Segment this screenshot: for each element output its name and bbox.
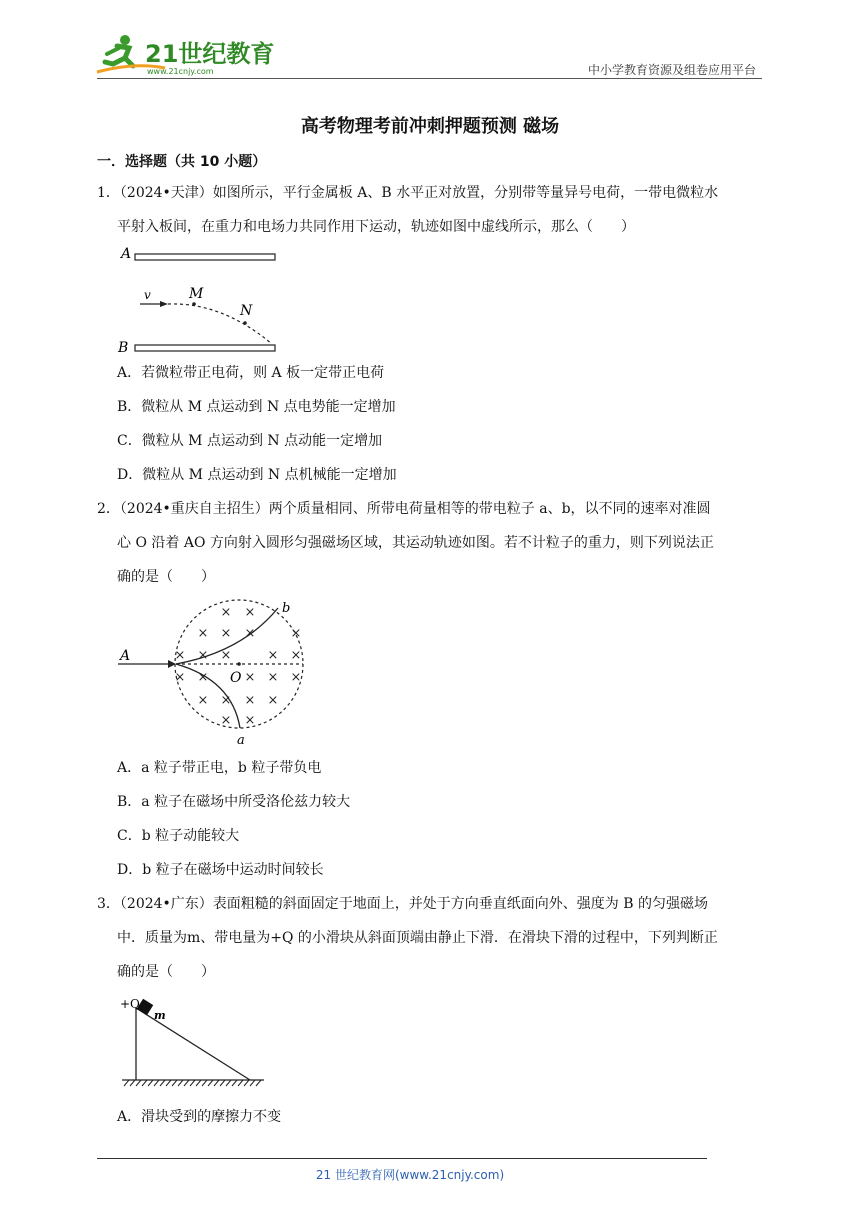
question-2-option-c: C．b 粒子动能较大: [117, 828, 240, 844]
plate-a-label: A: [121, 246, 132, 262]
svg-text:×: ×: [244, 693, 256, 708]
plate-b: [135, 345, 275, 351]
question-2-stem-line2: 心 O 沿着 AO 方向射入圆形匀强磁场区域，其运动轨迹如图。若不计粒子的重力，则下列说法正: [117, 535, 714, 551]
question-1-option-c: C．微粒从 M 点运动到 N 点动能一定增加: [117, 433, 383, 449]
svg-text:×: ×: [267, 693, 279, 708]
svg-text:×: ×: [197, 670, 209, 685]
question-1-stem-line2: 平射入板间，在重力和电场力共同作用下运动，轨迹如图中虚线所示，那么（ ）: [117, 219, 635, 235]
svg-text:×: ×: [220, 648, 232, 663]
svg-text:×: ×: [244, 605, 256, 620]
point-n-label: N: [240, 303, 253, 319]
question-3-option-a: A．滑块受到的摩擦力不变: [117, 1109, 282, 1125]
charge-label: +Q: [120, 997, 140, 1011]
svg-text:×: ×: [220, 693, 232, 708]
svg-text:×: ×: [244, 713, 256, 728]
incident-label: A: [120, 648, 131, 664]
svg-text:×: ×: [197, 693, 209, 708]
svg-text:×: ×: [290, 670, 302, 685]
center-point: [237, 662, 241, 666]
question-3-stem-line3: 确的是（ ）: [117, 964, 215, 980]
question-1-option-d: D．微粒从 M 点运动到 N 点机械能一定增加: [117, 467, 397, 483]
velocity-arrow-icon: [160, 301, 168, 307]
svg-text:×: ×: [267, 648, 279, 663]
question-1-option-b: B．微粒从 M 点运动到 N 点电势能一定增加: [117, 399, 396, 415]
svg-text:×: ×: [197, 626, 209, 641]
svg-text:×: ×: [220, 713, 232, 728]
site-tagline: 中小学教育资源及组卷应用平台: [587, 63, 756, 77]
logo-text: 21世纪教育: [145, 40, 275, 68]
svg-text:×: ×: [220, 626, 232, 641]
point-m-label: M: [189, 286, 204, 302]
question-1-option-a: A．若微粒带正电荷，则 A 板一定带正电荷: [117, 365, 385, 381]
svg-text:×: ×: [220, 605, 232, 620]
center-label: O: [230, 670, 242, 686]
question-2-stem-line3: 确的是（ ）: [117, 569, 215, 585]
question-2-stem-line1: 2．（2024•重庆自主招生）两个质量相同、所带电荷量相等的带电粒子 a、b，以不同的速率对准圆: [97, 501, 711, 517]
footer-divider: [97, 1158, 707, 1159]
svg-text:×: ×: [174, 670, 186, 685]
svg-text:×: ×: [174, 648, 186, 663]
svg-text:×: ×: [244, 670, 256, 685]
question-2-option-a: A．a 粒子带正电，b 粒子带负电: [117, 760, 322, 776]
section-heading: 一．选择题（共 10 小题）: [97, 154, 267, 170]
question-3-stem-line2: 中．质量为m、带电量为+Q 的小滑块从斜面顶端由静止下滑．在滑块下滑的过程中，下列判断正: [117, 930, 718, 946]
site-logo[interactable]: [95, 32, 275, 80]
plate-a: [135, 254, 275, 260]
question-2-option-b: B．a 粒子在磁场中所受洛伦兹力较大: [117, 794, 351, 810]
question-3-stem-line1: 3．（2024•广东）表面粗糙的斜面固定于地面上，并处于方向垂直纸面向外、强度为 B 的匀强磁场: [97, 896, 708, 912]
header-divider: [97, 78, 762, 79]
footer-link[interactable]: 21 世纪教育网(www.21cnjy.com): [315, 1168, 505, 1182]
logo-url: www.21cnjy.com: [147, 67, 214, 76]
svg-text:×: ×: [267, 670, 279, 685]
question-1-stem-line1: 1．（2024•天津）如图所示，平行金属板 A、B 水平正对放置，分别带等量异号电荷，一带电微粒水: [97, 185, 719, 201]
ground-hatching: [124, 1080, 261, 1086]
particle-a-label: a: [237, 733, 245, 748]
plate-b-label: B: [118, 340, 129, 356]
svg-text:×: ×: [290, 626, 302, 641]
svg-text:×: ×: [290, 648, 302, 663]
svg-text:×: ×: [244, 626, 256, 641]
question-1-figure: [112, 244, 292, 356]
velocity-label: v: [144, 288, 151, 302]
svg-text:×: ×: [197, 648, 209, 663]
question-3-figure: [112, 994, 272, 1090]
question-2-option-d: D．b 粒子在磁场中运动时间较长: [117, 862, 324, 878]
particle-b-label: b: [282, 601, 291, 616]
mass-label: m: [154, 1009, 166, 1022]
question-2-figure: [112, 596, 312, 748]
trajectory: [168, 304, 272, 344]
page-title: 高考物理考前冲刺押题预测 磁场: [300, 116, 560, 137]
